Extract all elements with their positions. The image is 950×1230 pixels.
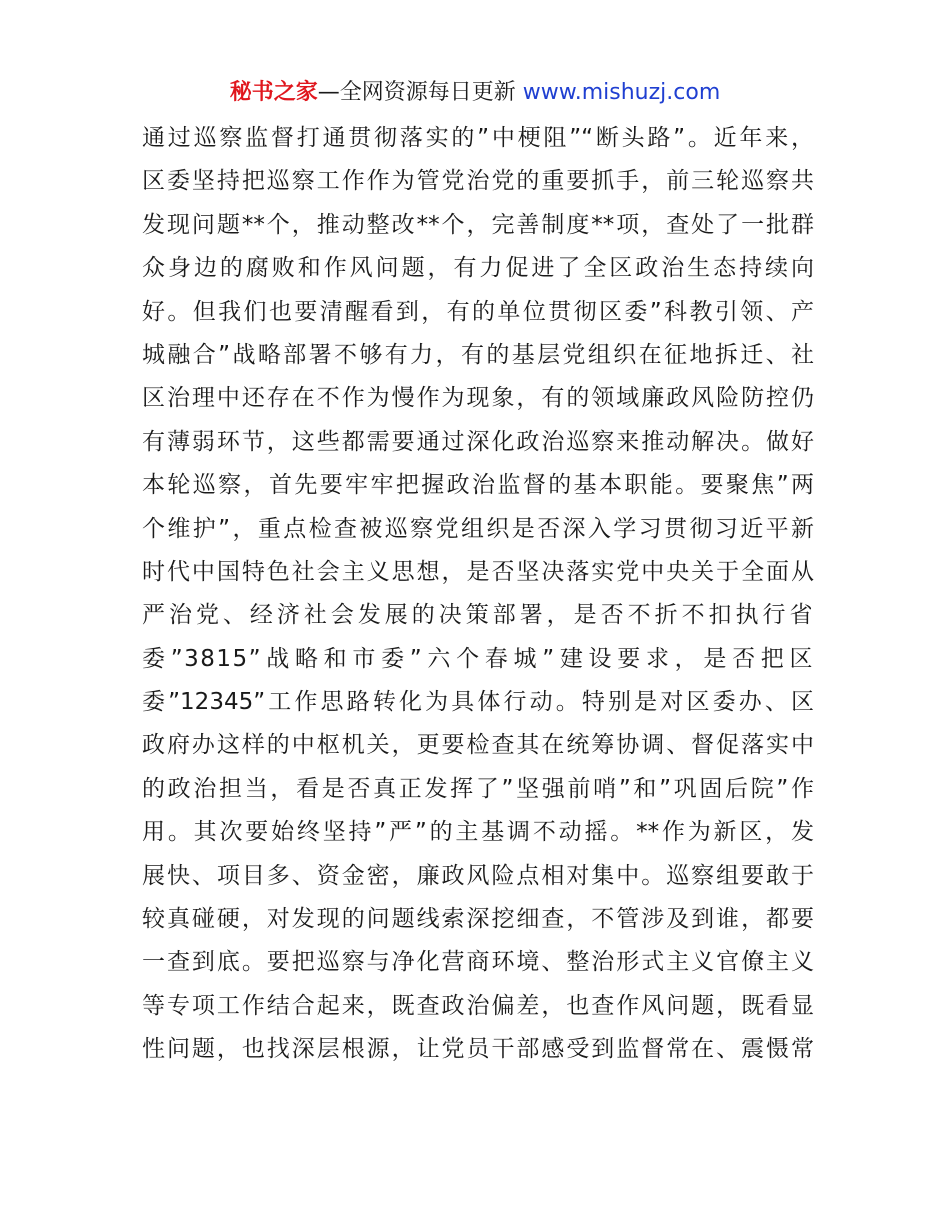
text-line: 用。其次要始终坚持”严”的主基调不动摇。**作为新区，发 [142, 819, 814, 846]
text-line: 区委坚持把巡察工作作为管党治党的重要抓手，前三轮巡察共 [142, 168, 814, 195]
text-line: 较真碰硬，对发现的问题线索深挖细查，不管涉及到谁，都要 [142, 906, 814, 933]
text-line: 政府办这样的中枢机关，更要检查其在统筹协调、督促落实中 [142, 732, 814, 759]
text-line: 通过巡察监督打通贯彻落实的”中梗阻”“断头路”。近年来， [142, 125, 814, 151]
brand-name: 秘书之家 [229, 80, 318, 105]
text-line: 城融合”战略部署不够有力，有的基层党组织在征地拆迁、社 [142, 341, 814, 368]
text-line: 众身边的腐败和作风问题，有力促进了全区政治生态持续向 [142, 255, 814, 282]
text-line: 委”12345”工作思路转化为具体行动。特别是对区委办、区 [142, 689, 814, 716]
text-line: 个维护”，重点检查被巡察党组织是否深入学习贯彻习近平新 [142, 515, 814, 542]
text-line: 展快、项目多、资金密，廉政风险点相对集中。巡察组要敢于 [142, 862, 814, 889]
text-line: 严治党、经济社会发展的决策部署，是否不折不扣执行省 [142, 602, 814, 629]
text-line: 的政治担当，看是否真正发挥了”坚强前哨”和”巩固后院”作 [142, 775, 814, 802]
text-line: 发现问题**个，推动整改**个，完善制度**项，查处了一批群 [142, 211, 814, 238]
site-url-link[interactable]: www.mishuzj.com [522, 80, 721, 105]
page-header [0, 78, 950, 108]
text-line: 本轮巡察，首先要牢牢把握政治监督的基本职能。要聚焦”两 [142, 472, 814, 499]
text-line: 时代中国特色社会主义思想，是否坚决落实党中央关于全面从 [142, 558, 814, 585]
text-line: 性问题，也找深层根源，让党员干部感受到监督常在、震慑常 [142, 1036, 814, 1063]
text-line: 区治理中还存在不作为慢作为现象，有的领域廉政风险防控仍 [142, 385, 814, 412]
text-line: 等专项工作结合起来，既查政治偏差，也查作风问题，既看显 [142, 992, 814, 1019]
text-line: 有薄弱环节，这些都需要通过深化政治巡察来推动解决。做好 [142, 428, 814, 455]
text-line: 一查到底。要把巡察与净化营商环境、整治形式主义官僚主义 [142, 949, 814, 976]
document-body [142, 117, 814, 1072]
text-line: 委”3815”战略和市委”六个春城”建设要求，是否把区 [142, 645, 814, 672]
header-tagline: —全网资源每日更新 [317, 80, 516, 105]
text-line: 好。但我们也要清醒看到，有的单位贯彻区委”科教引领、产 [142, 298, 814, 325]
